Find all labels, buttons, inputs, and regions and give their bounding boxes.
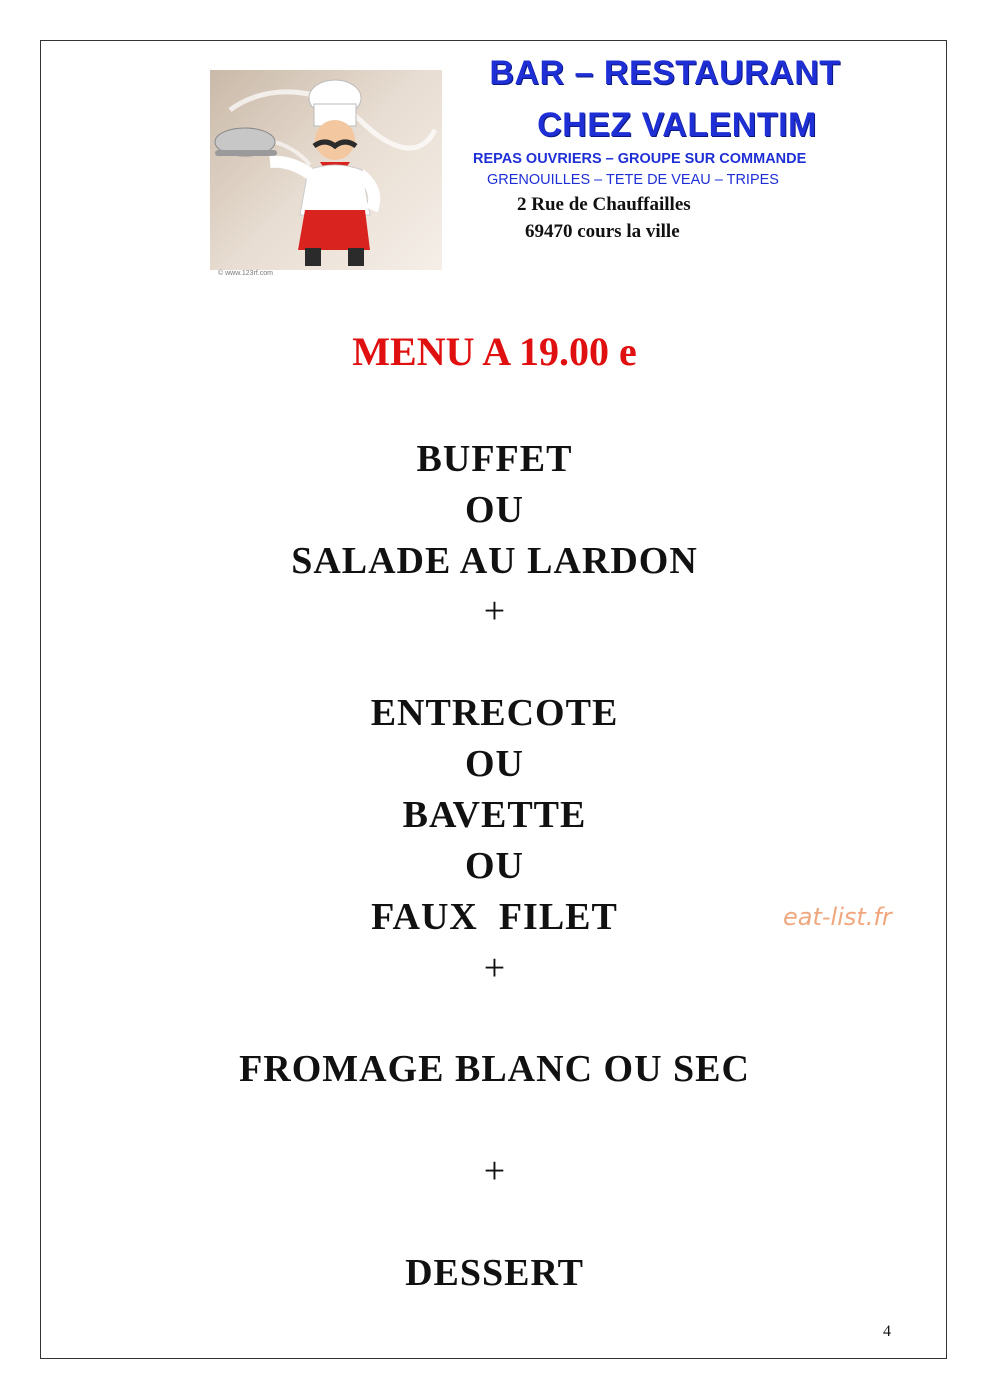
restaurant-name-line1: BAR – RESTAURANT (489, 54, 841, 92)
menu-item: FAUX FILET (371, 896, 618, 938)
chef-illustration (210, 70, 442, 270)
menu-item: DESSERT (405, 1252, 584, 1294)
restaurant-name-line2: CHEZ VALENTIM (537, 106, 817, 144)
menu-or: OU (465, 845, 524, 887)
address-city: 69470 cours la ville (525, 221, 680, 242)
address-street: 2 Rue de Chauffailles (517, 194, 691, 215)
menu-item: ENTRECOTE (370, 692, 619, 734)
menu-plus: + (483, 590, 506, 632)
tagline-services: REPAS OUVRIERS – GROUPE SUR COMMANDE (473, 151, 807, 167)
chef-icon (210, 70, 442, 270)
menu-title: MENU A 19.00 e (352, 329, 637, 374)
watermark: eat-list.fr (783, 903, 892, 931)
tagline-specialties: GRENOUILLES – TETE DE VEAU – TRIPES (487, 172, 779, 188)
menu-plus: + (483, 947, 506, 989)
menu-or: OU (465, 489, 524, 531)
menu-item: SALADE AU LARDON (291, 540, 698, 582)
page-number: 4 (883, 1323, 891, 1340)
menu-plus: + (483, 1150, 506, 1192)
menu-item: BAVETTE (402, 794, 587, 836)
menu-or: OU (465, 743, 524, 785)
menu-item: BUFFET (416, 438, 573, 480)
image-credit: © www.123rf.com (218, 270, 273, 277)
menu-item: FROMAGE BLANC OU SEC (239, 1048, 750, 1090)
